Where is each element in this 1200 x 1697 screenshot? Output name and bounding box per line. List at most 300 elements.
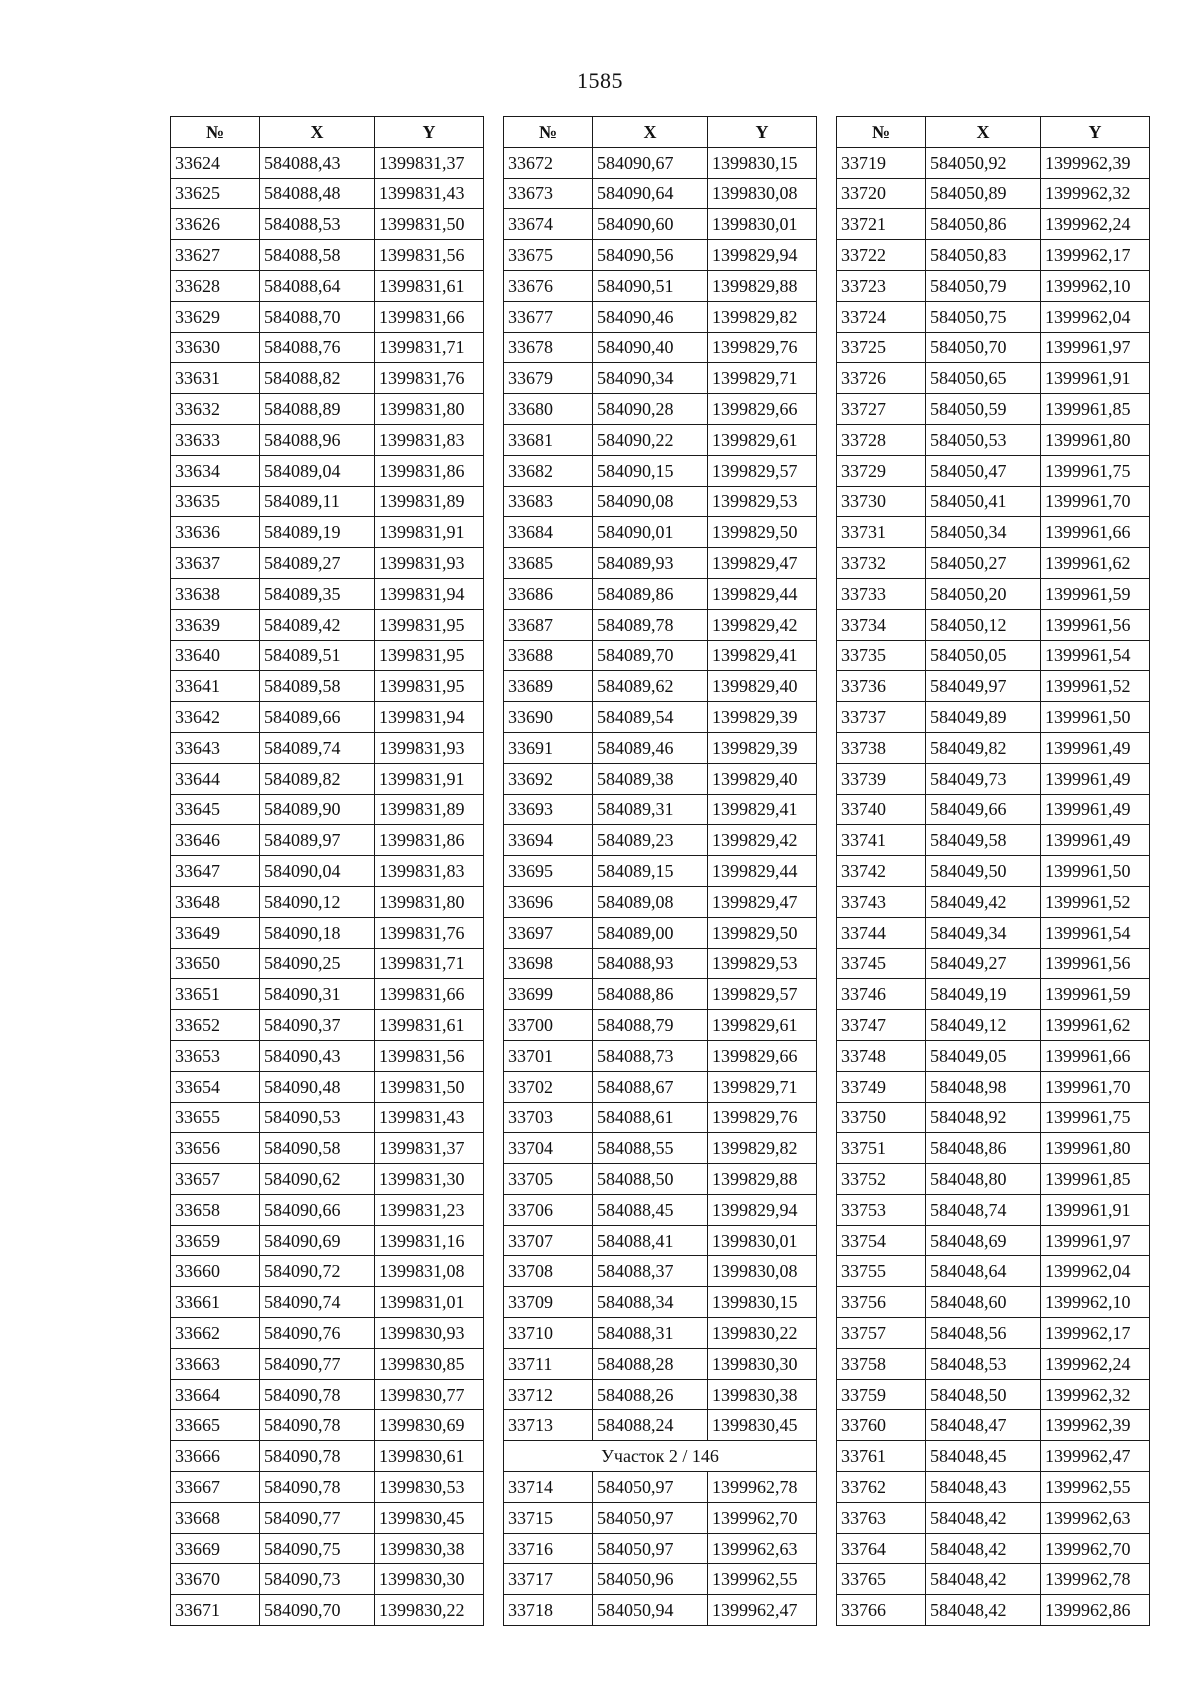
y-coordinate-cell: 1399961,50 <box>1041 856 1150 887</box>
x-coordinate-cell: 584049,73 <box>926 763 1041 794</box>
x-coordinate-cell: 584090,78 <box>260 1410 375 1441</box>
table-row <box>504 270 817 301</box>
x-coordinate-cell: 584049,12 <box>926 1010 1041 1041</box>
x-coordinate-cell: 584090,66 <box>260 1194 375 1225</box>
table-row <box>171 825 484 856</box>
y-coordinate-cell: 1399831,56 <box>375 240 484 271</box>
table-row <box>171 794 484 825</box>
coordinates-table-3 <box>836 116 1150 1626</box>
point-number-cell: 33745 <box>837 948 926 979</box>
x-coordinate-cell: 584048,50 <box>926 1379 1041 1410</box>
point-number-cell: 33646 <box>171 825 260 856</box>
table-row <box>837 640 1150 671</box>
point-number-cell: 33762 <box>837 1472 926 1503</box>
table-row <box>504 394 817 425</box>
point-number-cell: 33655 <box>171 1102 260 1133</box>
table-row <box>837 394 1150 425</box>
x-coordinate-cell: 584048,98 <box>926 1071 1041 1102</box>
point-number-cell: 33674 <box>504 209 593 240</box>
point-number-cell: 33739 <box>837 763 926 794</box>
table-row <box>504 301 817 332</box>
y-coordinate-cell: 1399961,97 <box>1041 1225 1150 1256</box>
x-coordinate-cell: 584090,43 <box>260 1040 375 1071</box>
table-row <box>837 209 1150 240</box>
x-coordinate-cell: 584089,54 <box>593 702 708 733</box>
x-coordinate-cell: 584088,73 <box>593 1040 708 1071</box>
x-coordinate-cell: 584048,80 <box>926 1164 1041 1195</box>
x-coordinate-cell: 584090,40 <box>593 332 708 363</box>
table-row <box>837 1010 1150 1041</box>
table-row <box>504 856 817 887</box>
point-number-cell: 33639 <box>171 609 260 640</box>
table-row <box>837 1564 1150 1595</box>
point-number-cell: 33635 <box>171 486 260 517</box>
coordinates-table-1 <box>170 116 484 1626</box>
y-coordinate-cell: 1399829,42 <box>708 609 817 640</box>
table-row <box>171 1225 484 1256</box>
point-number-cell: 33708 <box>504 1256 593 1287</box>
table-row <box>504 763 817 794</box>
x-coordinate-cell: 584089,58 <box>260 671 375 702</box>
x-coordinate-cell: 584050,27 <box>926 548 1041 579</box>
y-coordinate-cell: 1399829,50 <box>708 917 817 948</box>
x-coordinate-cell: 584050,94 <box>593 1595 708 1626</box>
y-coordinate-cell: 1399831,43 <box>375 1102 484 1133</box>
table-row <box>837 1318 1150 1349</box>
point-number-cell: 33701 <box>504 1040 593 1071</box>
point-number-cell: 33707 <box>504 1225 593 1256</box>
y-coordinate-cell: 1399830,69 <box>375 1410 484 1441</box>
table-row <box>171 1287 484 1318</box>
y-coordinate-cell: 1399831,83 <box>375 856 484 887</box>
point-number-cell: 33665 <box>171 1410 260 1441</box>
point-number-cell: 33652 <box>171 1010 260 1041</box>
table-row <box>171 240 484 271</box>
x-coordinate-cell: 584088,82 <box>260 363 375 394</box>
x-coordinate-cell: 584090,70 <box>260 1595 375 1626</box>
x-coordinate-cell: 584088,24 <box>593 1410 708 1441</box>
table-row <box>504 1133 817 1164</box>
table-row <box>504 1287 817 1318</box>
table-row <box>504 1379 817 1410</box>
table-row <box>504 486 817 517</box>
table-row <box>504 1533 817 1564</box>
x-coordinate-cell: 584048,42 <box>926 1564 1041 1595</box>
point-number-cell: 33645 <box>171 794 260 825</box>
x-coordinate-cell: 584089,08 <box>593 886 708 917</box>
y-coordinate-cell: 1399829,40 <box>708 763 817 794</box>
y-coordinate-cell: 1399961,49 <box>1041 763 1150 794</box>
x-coordinate-cell: 584089,62 <box>593 671 708 702</box>
point-number-cell: 33704 <box>504 1133 593 1164</box>
x-coordinate-cell: 584050,34 <box>926 517 1041 548</box>
y-coordinate-cell: 1399829,66 <box>708 394 817 425</box>
point-number-cell: 33702 <box>504 1071 593 1102</box>
header-x: X <box>926 117 1041 148</box>
point-number-cell: 33627 <box>171 240 260 271</box>
point-number-cell: 33741 <box>837 825 926 856</box>
point-number-cell: 33758 <box>837 1348 926 1379</box>
x-coordinate-cell: 584088,96 <box>260 424 375 455</box>
point-number-cell: 33633 <box>171 424 260 455</box>
x-coordinate-cell: 584088,86 <box>593 979 708 1010</box>
y-coordinate-cell: 1399962,39 <box>1041 1410 1150 1441</box>
y-coordinate-cell: 1399829,57 <box>708 455 817 486</box>
y-coordinate-cell: 1399831,80 <box>375 394 484 425</box>
y-coordinate-cell: 1399830,45 <box>375 1502 484 1533</box>
y-coordinate-cell: 1399962,24 <box>1041 1348 1150 1379</box>
table-row <box>171 1502 484 1533</box>
table-row <box>837 886 1150 917</box>
y-coordinate-cell: 1399961,75 <box>1041 455 1150 486</box>
x-coordinate-cell: 584050,96 <box>593 1564 708 1595</box>
table-row <box>171 948 484 979</box>
point-number-cell: 33717 <box>504 1564 593 1595</box>
x-coordinate-cell: 584088,48 <box>260 178 375 209</box>
y-coordinate-cell: 1399829,88 <box>708 270 817 301</box>
y-coordinate-cell: 1399961,70 <box>1041 486 1150 517</box>
point-number-cell: 33720 <box>837 178 926 209</box>
y-coordinate-cell: 1399831,89 <box>375 486 484 517</box>
y-coordinate-cell: 1399961,85 <box>1041 394 1150 425</box>
x-coordinate-cell: 584090,53 <box>260 1102 375 1133</box>
y-coordinate-cell: 1399962,86 <box>1041 1595 1150 1626</box>
x-coordinate-cell: 584050,97 <box>593 1472 708 1503</box>
point-number-cell: 33746 <box>837 979 926 1010</box>
x-coordinate-cell: 584090,67 <box>593 147 708 178</box>
x-coordinate-cell: 584090,22 <box>593 424 708 455</box>
table-row <box>504 548 817 579</box>
table-row <box>837 1102 1150 1133</box>
x-coordinate-cell: 584049,82 <box>926 732 1041 763</box>
y-coordinate-cell: 1399962,55 <box>708 1564 817 1595</box>
point-number-cell: 33642 <box>171 702 260 733</box>
table-header-row <box>171 117 484 148</box>
table-row <box>504 1010 817 1041</box>
x-coordinate-cell: 584088,34 <box>593 1287 708 1318</box>
y-coordinate-cell: 1399961,49 <box>1041 825 1150 856</box>
table-row <box>171 424 484 455</box>
table-row <box>837 455 1150 486</box>
table-row <box>837 732 1150 763</box>
table-row <box>171 671 484 702</box>
x-coordinate-cell: 584048,42 <box>926 1595 1041 1626</box>
y-coordinate-cell: 1399831,94 <box>375 702 484 733</box>
x-coordinate-cell: 584050,79 <box>926 270 1041 301</box>
x-coordinate-cell: 584049,42 <box>926 886 1041 917</box>
point-number-cell: 33671 <box>171 1595 260 1626</box>
table-row <box>171 517 484 548</box>
table-row <box>504 640 817 671</box>
y-coordinate-cell: 1399962,04 <box>1041 1256 1150 1287</box>
table-row <box>837 578 1150 609</box>
point-number-cell: 33753 <box>837 1194 926 1225</box>
point-number-cell: 33653 <box>171 1040 260 1071</box>
table-row <box>504 1164 817 1195</box>
table-row <box>837 240 1150 271</box>
table-row <box>504 732 817 763</box>
table-row <box>504 455 817 486</box>
table-row <box>837 1071 1150 1102</box>
point-number-cell: 33668 <box>171 1502 260 1533</box>
point-number-cell: 33689 <box>504 671 593 702</box>
x-coordinate-cell: 584090,78 <box>260 1441 375 1472</box>
table-row <box>504 825 817 856</box>
y-coordinate-cell: 1399831,89 <box>375 794 484 825</box>
y-coordinate-cell: 1399829,39 <box>708 732 817 763</box>
table-row <box>837 1595 1150 1626</box>
point-number-cell: 33705 <box>504 1164 593 1195</box>
table-row <box>171 486 484 517</box>
y-coordinate-cell: 1399831,66 <box>375 979 484 1010</box>
point-number-cell: 33731 <box>837 517 926 548</box>
page-number: 1585 <box>577 68 623 93</box>
section-row <box>504 1441 817 1472</box>
y-coordinate-cell: 1399961,91 <box>1041 1194 1150 1225</box>
x-coordinate-cell: 584050,97 <box>593 1502 708 1533</box>
y-coordinate-cell: 1399831,71 <box>375 332 484 363</box>
y-coordinate-cell: 1399831,76 <box>375 363 484 394</box>
point-number-cell: 33765 <box>837 1564 926 1595</box>
point-number-cell: 33713 <box>504 1410 593 1441</box>
point-number-cell: 33661 <box>171 1287 260 1318</box>
y-coordinate-cell: 1399829,44 <box>708 856 817 887</box>
point-number-cell: 33636 <box>171 517 260 548</box>
y-coordinate-cell: 1399962,47 <box>708 1595 817 1626</box>
point-number-cell: 33715 <box>504 1502 593 1533</box>
point-number-cell: 33738 <box>837 732 926 763</box>
x-coordinate-cell: 584048,64 <box>926 1256 1041 1287</box>
y-coordinate-cell: 1399829,40 <box>708 671 817 702</box>
point-number-cell: 33742 <box>837 856 926 887</box>
x-coordinate-cell: 584050,75 <box>926 301 1041 332</box>
x-coordinate-cell: 584088,76 <box>260 332 375 363</box>
table-row <box>837 979 1150 1010</box>
x-coordinate-cell: 584090,74 <box>260 1287 375 1318</box>
table-row <box>504 1472 817 1503</box>
y-coordinate-cell: 1399831,23 <box>375 1194 484 1225</box>
point-number-cell: 33684 <box>504 517 593 548</box>
table-row <box>837 301 1150 332</box>
y-coordinate-cell: 1399962,55 <box>1041 1472 1150 1503</box>
table-row <box>837 1348 1150 1379</box>
y-coordinate-cell: 1399961,80 <box>1041 424 1150 455</box>
x-coordinate-cell: 584089,42 <box>260 609 375 640</box>
point-number-cell: 33761 <box>837 1441 926 1472</box>
y-coordinate-cell: 1399831,91 <box>375 517 484 548</box>
point-number-cell: 33680 <box>504 394 593 425</box>
table-row <box>504 1410 817 1441</box>
y-coordinate-cell: 1399961,56 <box>1041 609 1150 640</box>
table-row <box>171 455 484 486</box>
y-coordinate-cell: 1399831,86 <box>375 825 484 856</box>
y-coordinate-cell: 1399831,95 <box>375 640 484 671</box>
point-number-cell: 33692 <box>504 763 593 794</box>
y-coordinate-cell: 1399961,66 <box>1041 1040 1150 1071</box>
table-row <box>504 671 817 702</box>
y-coordinate-cell: 1399830,08 <box>708 1256 817 1287</box>
point-number-cell: 33694 <box>504 825 593 856</box>
point-number-cell: 33654 <box>171 1071 260 1102</box>
point-number-cell: 33649 <box>171 917 260 948</box>
y-coordinate-cell: 1399831,95 <box>375 609 484 640</box>
point-number-cell: 33672 <box>504 147 593 178</box>
x-coordinate-cell: 584089,46 <box>593 732 708 763</box>
point-number-cell: 33732 <box>837 548 926 579</box>
x-coordinate-cell: 584090,77 <box>260 1502 375 1533</box>
y-coordinate-cell: 1399830,01 <box>708 209 817 240</box>
x-coordinate-cell: 584089,70 <box>593 640 708 671</box>
table-row <box>837 671 1150 702</box>
point-number-cell: 33760 <box>837 1410 926 1441</box>
y-coordinate-cell: 1399829,47 <box>708 886 817 917</box>
table-row <box>837 1472 1150 1503</box>
y-coordinate-cell: 1399829,39 <box>708 702 817 733</box>
y-coordinate-cell: 1399831,61 <box>375 270 484 301</box>
y-coordinate-cell: 1399962,10 <box>1041 270 1150 301</box>
point-number-cell: 33763 <box>837 1502 926 1533</box>
y-coordinate-cell: 1399830,30 <box>375 1564 484 1595</box>
point-number-cell: 33637 <box>171 548 260 579</box>
x-coordinate-cell: 584088,28 <box>593 1348 708 1379</box>
y-coordinate-cell: 1399962,70 <box>1041 1533 1150 1564</box>
table-row <box>171 1318 484 1349</box>
table-row <box>837 147 1150 178</box>
point-number-cell: 33625 <box>171 178 260 209</box>
table-row <box>837 609 1150 640</box>
point-number-cell: 33660 <box>171 1256 260 1287</box>
y-coordinate-cell: 1399831,30 <box>375 1164 484 1195</box>
x-coordinate-cell: 584050,05 <box>926 640 1041 671</box>
y-coordinate-cell: 1399829,94 <box>708 240 817 271</box>
point-number-cell: 33670 <box>171 1564 260 1595</box>
y-coordinate-cell: 1399962,78 <box>708 1472 817 1503</box>
table-row <box>837 948 1150 979</box>
table-header-row <box>837 117 1150 148</box>
point-number-cell: 33751 <box>837 1133 926 1164</box>
x-coordinate-cell: 584048,69 <box>926 1225 1041 1256</box>
x-coordinate-cell: 584088,61 <box>593 1102 708 1133</box>
y-coordinate-cell: 1399829,57 <box>708 979 817 1010</box>
point-number-cell: 33748 <box>837 1040 926 1071</box>
y-coordinate-cell: 1399829,47 <box>708 548 817 579</box>
y-coordinate-cell: 1399961,70 <box>1041 1071 1150 1102</box>
x-coordinate-cell: 584089,11 <box>260 486 375 517</box>
point-number-cell: 33693 <box>504 794 593 825</box>
x-coordinate-cell: 584090,60 <box>593 209 708 240</box>
x-coordinate-cell: 584090,31 <box>260 979 375 1010</box>
y-coordinate-cell: 1399962,17 <box>1041 1318 1150 1349</box>
table-row <box>504 1564 817 1595</box>
point-number-cell: 33747 <box>837 1010 926 1041</box>
table-row <box>171 979 484 1010</box>
x-coordinate-cell: 584050,59 <box>926 394 1041 425</box>
point-number-cell: 33691 <box>504 732 593 763</box>
header-number: № <box>171 117 260 148</box>
y-coordinate-cell: 1399962,78 <box>1041 1564 1150 1595</box>
y-coordinate-cell: 1399829,61 <box>708 424 817 455</box>
y-coordinate-cell: 1399831,61 <box>375 1010 484 1041</box>
x-coordinate-cell: 584088,58 <box>260 240 375 271</box>
y-coordinate-cell: 1399962,70 <box>708 1502 817 1533</box>
y-coordinate-cell: 1399831,08 <box>375 1256 484 1287</box>
table-row <box>171 301 484 332</box>
table-header-row <box>504 117 817 148</box>
table-row <box>504 1225 817 1256</box>
x-coordinate-cell: 584089,15 <box>593 856 708 887</box>
point-number-cell: 33749 <box>837 1071 926 1102</box>
table-row <box>504 147 817 178</box>
x-coordinate-cell: 584090,77 <box>260 1348 375 1379</box>
point-number-cell: 33644 <box>171 763 260 794</box>
table-row <box>171 1040 484 1071</box>
y-coordinate-cell: 1399961,66 <box>1041 517 1150 548</box>
point-number-cell: 33764 <box>837 1533 926 1564</box>
x-coordinate-cell: 584088,41 <box>593 1225 708 1256</box>
table-row <box>171 578 484 609</box>
y-coordinate-cell: 1399961,52 <box>1041 886 1150 917</box>
table-row <box>171 1071 484 1102</box>
table-row <box>837 548 1150 579</box>
point-number-cell: 33629 <box>171 301 260 332</box>
x-coordinate-cell: 584050,89 <box>926 178 1041 209</box>
table-row <box>504 578 817 609</box>
y-coordinate-cell: 1399831,50 <box>375 209 484 240</box>
y-coordinate-cell: 1399831,71 <box>375 948 484 979</box>
point-number-cell: 33683 <box>504 486 593 517</box>
x-coordinate-cell: 584090,51 <box>593 270 708 301</box>
point-number-cell: 33718 <box>504 1595 593 1626</box>
x-coordinate-cell: 584090,78 <box>260 1472 375 1503</box>
y-coordinate-cell: 1399961,49 <box>1041 794 1150 825</box>
point-number-cell: 33658 <box>171 1194 260 1225</box>
y-coordinate-cell: 1399830,01 <box>708 1225 817 1256</box>
y-coordinate-cell: 1399962,04 <box>1041 301 1150 332</box>
x-coordinate-cell: 584050,86 <box>926 209 1041 240</box>
y-coordinate-cell: 1399831,80 <box>375 886 484 917</box>
y-coordinate-cell: 1399831,56 <box>375 1040 484 1071</box>
x-coordinate-cell: 584090,72 <box>260 1256 375 1287</box>
table-row <box>171 609 484 640</box>
x-coordinate-cell: 584048,56 <box>926 1318 1041 1349</box>
header-number: № <box>837 117 926 148</box>
point-number-cell: 33697 <box>504 917 593 948</box>
point-number-cell: 33711 <box>504 1348 593 1379</box>
point-number-cell: 33698 <box>504 948 593 979</box>
point-number-cell: 33695 <box>504 856 593 887</box>
table-row <box>171 1133 484 1164</box>
coordinates-table-2 <box>503 116 817 1626</box>
point-number-cell: 33681 <box>504 424 593 455</box>
table-row <box>837 1133 1150 1164</box>
point-number-cell: 33750 <box>837 1102 926 1133</box>
x-coordinate-cell: 584089,38 <box>593 763 708 794</box>
point-number-cell: 33677 <box>504 301 593 332</box>
x-coordinate-cell: 584049,05 <box>926 1040 1041 1071</box>
table-row <box>504 702 817 733</box>
table-row <box>504 948 817 979</box>
x-coordinate-cell: 584049,34 <box>926 917 1041 948</box>
table-row <box>504 1256 817 1287</box>
y-coordinate-cell: 1399831,94 <box>375 578 484 609</box>
y-coordinate-cell: 1399830,30 <box>708 1348 817 1379</box>
point-number-cell: 33766 <box>837 1595 926 1626</box>
y-coordinate-cell: 1399829,88 <box>708 1164 817 1195</box>
x-coordinate-cell: 584088,45 <box>593 1194 708 1225</box>
point-number-cell: 33685 <box>504 548 593 579</box>
table-row <box>837 1410 1150 1441</box>
y-coordinate-cell: 1399831,37 <box>375 1133 484 1164</box>
